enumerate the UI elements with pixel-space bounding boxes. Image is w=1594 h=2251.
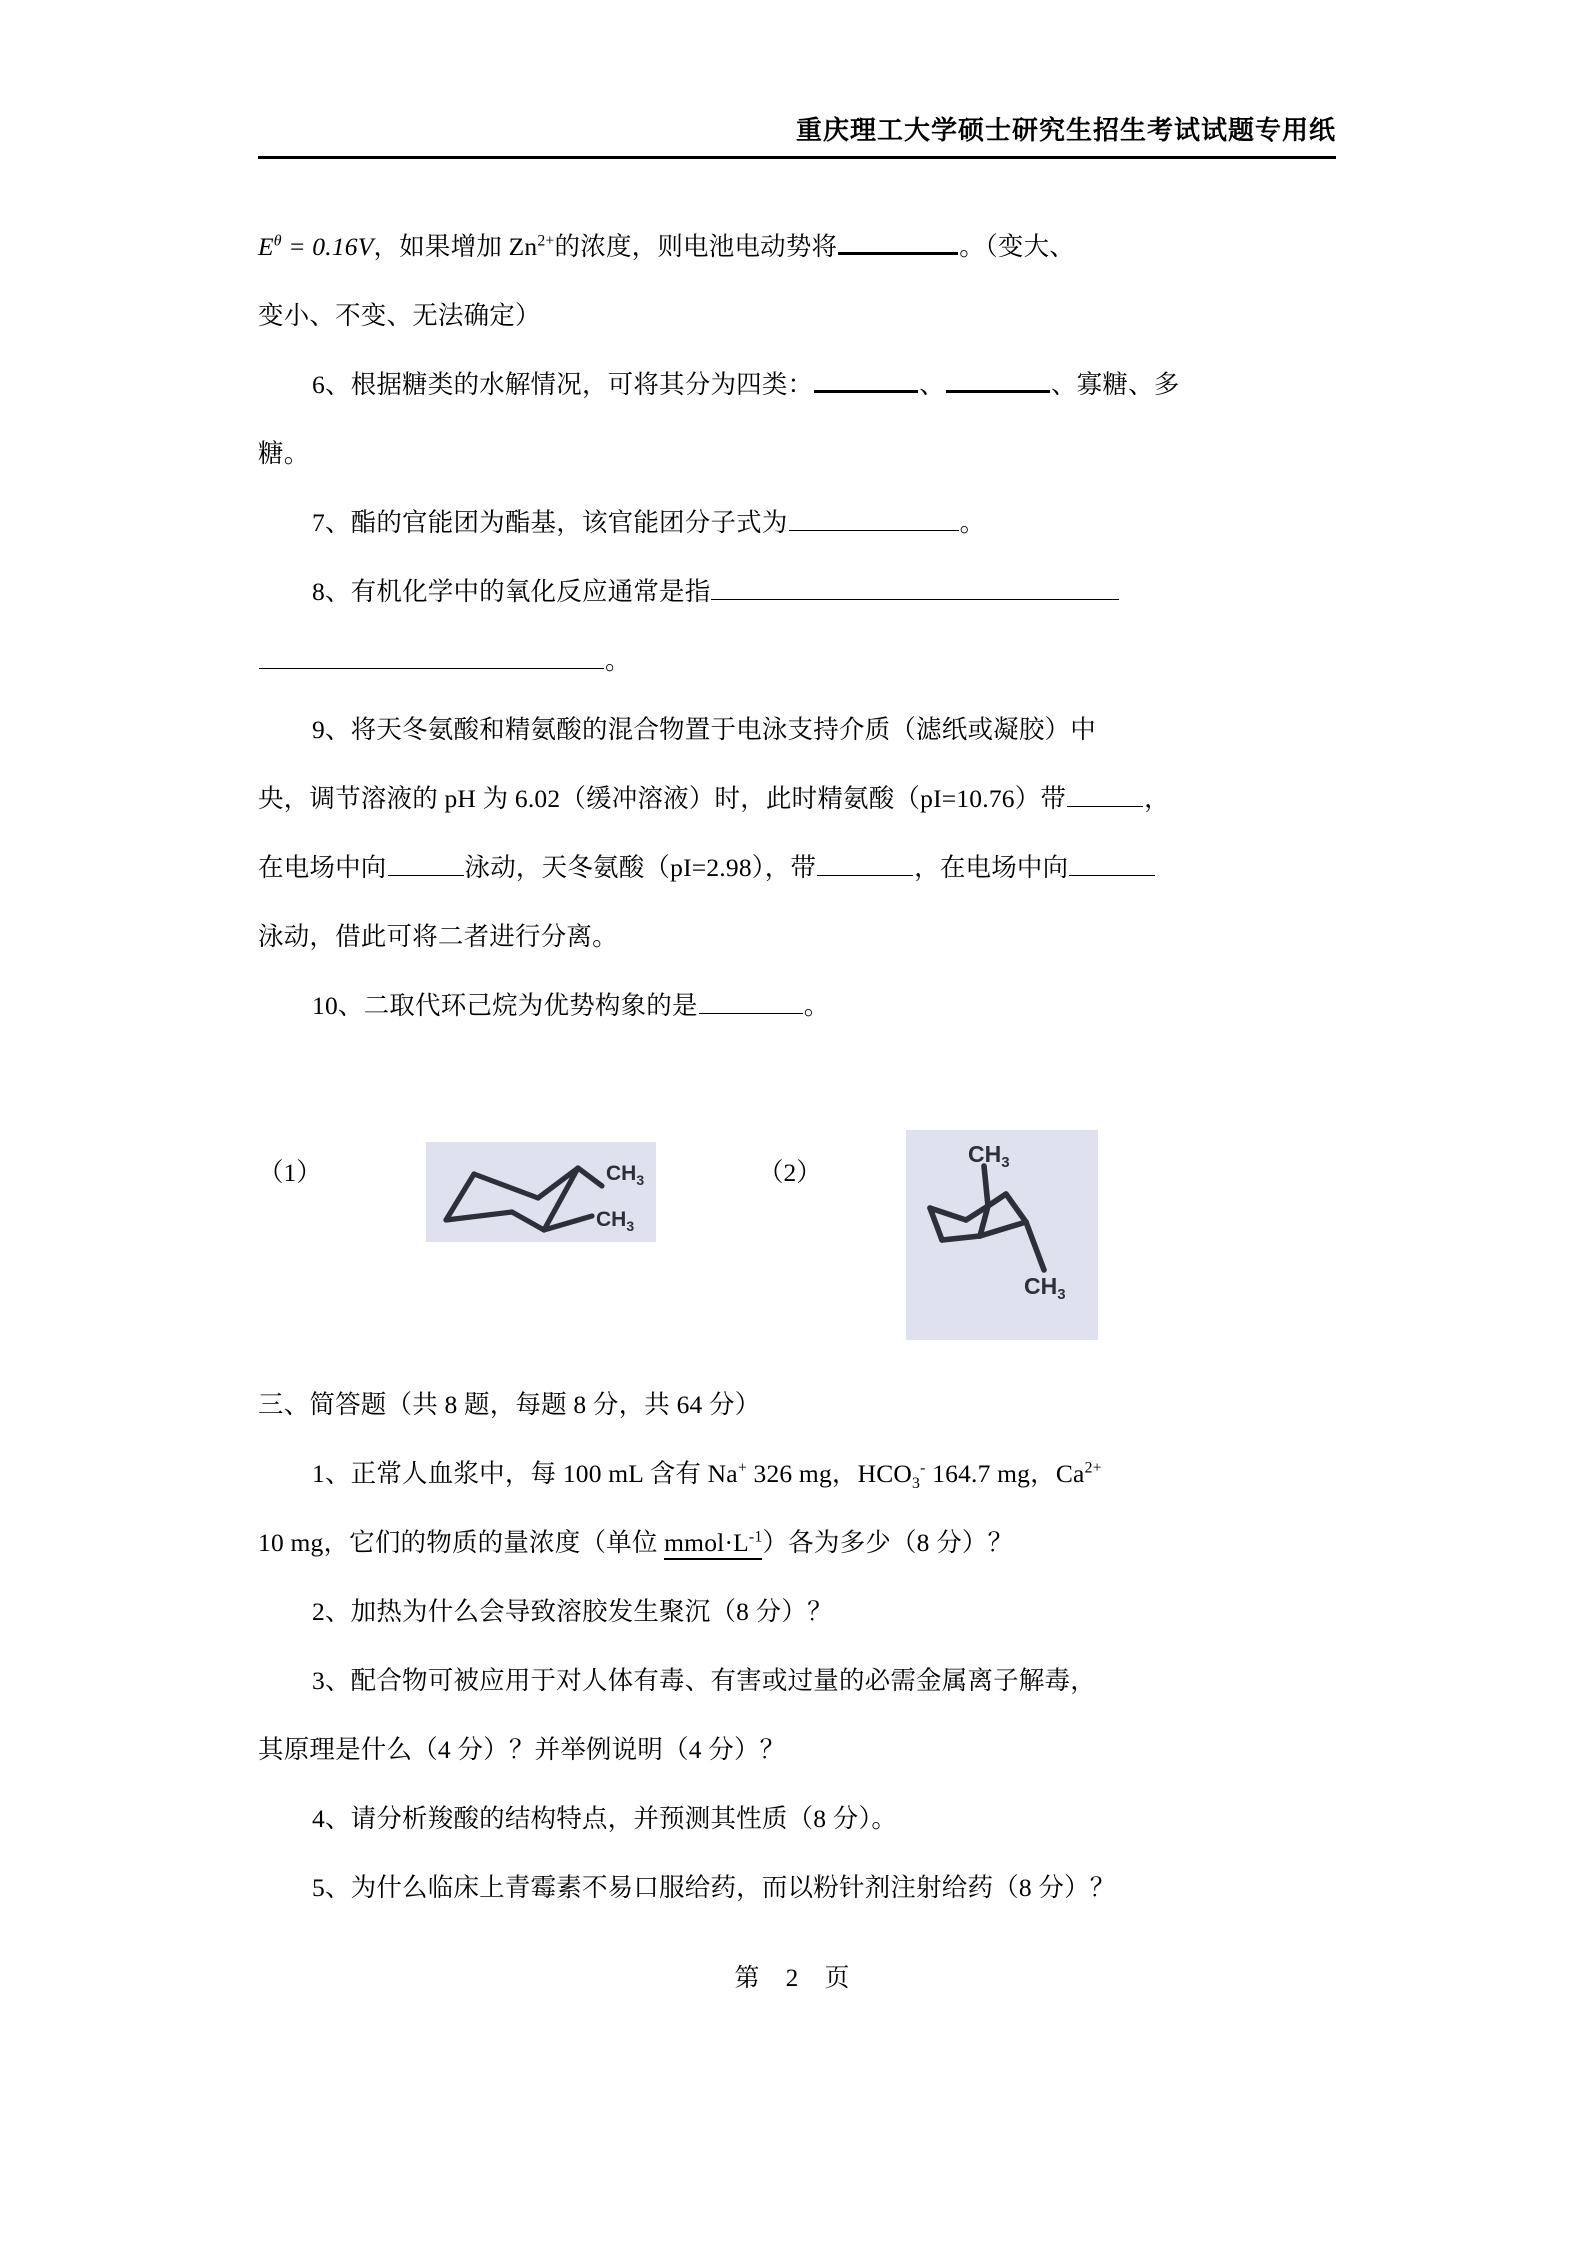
sa-q1-text-c: 164.7 mg，Ca (925, 1459, 1085, 1488)
question-10-text-b: 。 (803, 991, 830, 1020)
question-7-text-a: 酯的官能团为酯基，该官能团分子式为 (350, 508, 788, 537)
sa-question-5-number: 5、 (312, 1873, 351, 1902)
answer-blank-q9-1[interactable] (1067, 779, 1143, 807)
q5-text-c: 。（变大、 (959, 232, 1076, 261)
exam-content (258, 212, 1340, 1040)
answer-blank-q9-4[interactable] (1069, 848, 1155, 876)
figure-2-bottom-methyl-label: $CH_3$ (1024, 1273, 1066, 1303)
sa-question-1-number: 1、 (312, 1459, 351, 1488)
sa-question-3-line-1 (258, 1646, 1340, 1715)
question-6-line-2: 糖。 (258, 439, 310, 468)
cyclohexane-chair-axial-dimethyl-svg (906, 1130, 1098, 1340)
sa-question-2-line-1 (258, 1577, 1340, 1646)
question-6-line-1 (258, 350, 1340, 419)
figure-1-bottom-methyl-label: $CH_3$ (596, 1208, 635, 1234)
question-8-text-b: 。 (605, 646, 631, 675)
short-answer-section (258, 1370, 1340, 1922)
question-8-number: 8、 (312, 577, 351, 606)
header-divider-rule (258, 156, 1336, 159)
sa-q3-text-line1: 配合物可被应用于对人体有毒、有害或过量的必需金属离子解毒， (350, 1666, 1096, 1695)
structure-figures (258, 1130, 1340, 1355)
answer-blank-q8-1[interactable] (711, 572, 1119, 600)
question-9-text-line3-c: ，在电场中向 (914, 853, 1069, 882)
question-6-text-b: 、 (919, 370, 945, 399)
concentration-unit-text: mmol·L (664, 1528, 749, 1557)
question-10-line-1 (258, 971, 1340, 1040)
page-header (258, 118, 1336, 144)
sa-question-4-line-1 (258, 1784, 1340, 1853)
sa-q1-text-b: 326 mg，HCO (746, 1459, 913, 1488)
sa-question-4-number: 4、 (312, 1804, 351, 1833)
emf-symbol: E (258, 232, 274, 261)
figure-1-structure-image (426, 1142, 656, 1242)
question-9-line-4: 泳动，借此可将二者进行分离。 (258, 922, 618, 951)
page-footer: 第 2 页 (734, 1965, 860, 1992)
answer-blank-q7[interactable] (789, 503, 959, 531)
answer-blank-q10[interactable] (699, 986, 803, 1014)
answer-blank-q5[interactable] (838, 225, 958, 255)
continued-question-5-line-1 (258, 212, 1340, 281)
sa-question-2-number: 2、 (312, 1597, 351, 1626)
answer-blank-q8-2[interactable] (259, 641, 604, 669)
figure-2-top-methyl-label: $CH_3$ (968, 1141, 1010, 1171)
question-9-line-3 (258, 833, 1340, 902)
answer-blank-q6-2[interactable] (946, 363, 1050, 393)
bicarbonate-charge: - (920, 1459, 926, 1477)
question-6-number: 6、 (312, 370, 351, 399)
sa-q5-text: 为什么临床上青霉素不易口服给药，而以粉针剂注射给药（8 分）？ (350, 1873, 1116, 1902)
q5-text-b: 的浓度，则电池电动势将 (554, 232, 838, 261)
sa-q4-text: 请分析羧酸的结构特点，并预测其性质（8 分）。 (350, 1804, 898, 1833)
concentration-unit-exponent: -1 (748, 1528, 763, 1546)
question-6-text-c: 、寡糖、多 (1050, 370, 1180, 399)
figure-2-structure-image (906, 1130, 1098, 1340)
question-9-text-line3-b: 泳动，天冬氨酸（pI=2.98），带 (464, 853, 817, 882)
sa-question-1-line-1 (258, 1439, 1340, 1508)
cyclohexane-chair-equatorial-dimethyl-svg (426, 1142, 656, 1242)
answer-blank-q6-1[interactable] (814, 363, 918, 393)
bicarbonate-subscript: 3 (912, 1475, 921, 1493)
short-answer-heading: 三、简答题（共 8 题，每题 8 分，共 64 分） (258, 1390, 761, 1419)
sa-question-3-line-2: 其原理是什么（4 分）？并举例说明（4 分）？ (258, 1735, 786, 1764)
sa-q1-line2-b: ）各为多少（8 分）？ (762, 1528, 1014, 1557)
question-9-line-2 (258, 764, 1340, 833)
question-10-number: 10、 (312, 991, 364, 1020)
question-7-number: 7、 (312, 508, 351, 537)
sa-q2-text: 加热为什么会导致溶胶发生聚沉（8 分）？ (350, 1597, 833, 1626)
question-9-line-1 (258, 695, 1340, 764)
page-header-title: 重庆理工大学硕士研究生招生考试试题专用纸 (795, 116, 1336, 145)
question-9-text-line1: 将天冬氨酸和精氨酸的混合物置于电泳支持介质（滤纸或凝胶）中 (350, 715, 1096, 744)
sodium-ion-charge: + (737, 1459, 747, 1477)
question-6-text-a: 根据糖类的水解情况，可将其分为四类： (350, 370, 814, 399)
figure-1-label: （1） (258, 1158, 322, 1187)
question-9-text-line2-a: 央，调节溶液的 pH 为 6.02（缓冲溶液）时，此时精氨酸（pI=10.76）带 (258, 784, 1067, 813)
question-8-text-a: 有机化学中的氧化反应通常是指 (350, 577, 711, 606)
answer-blank-q9-2[interactable] (388, 848, 464, 876)
emf-value: = 0.16V (281, 232, 374, 261)
sa-question-1-line-2 (258, 1508, 1340, 1577)
figure-2-label: （2） (758, 1158, 822, 1187)
zinc-ion-charge: 2+ (537, 232, 555, 250)
question-7-line-1 (258, 488, 1340, 557)
question-9-text-line3-a: 在电场中向 (258, 853, 387, 882)
figure-1-top-methyl-label: $CH_3$ (606, 1162, 645, 1188)
concentration-unit (664, 1528, 762, 1560)
question-10-text-a: 二取代环己烷为优势构象的是 (363, 991, 698, 1020)
continued-question-5-line-2: 变小、不变、无法确定） (258, 301, 541, 330)
question-9-text-line2-b: ， (1144, 784, 1170, 813)
question-9-number: 9、 (312, 715, 351, 744)
sa-question-3-number: 3、 (312, 1666, 351, 1695)
question-8-line-1 (258, 557, 1340, 626)
emf-superscript: θ (273, 232, 282, 250)
q5-text-a: ，如果增加 Zn (373, 232, 538, 261)
sa-q1-line2-a: 10 mg，它们的物质的量浓度（单位 (258, 1528, 665, 1557)
sa-question-5-line-1 (258, 1853, 1340, 1922)
sa-q1-text-a: 正常人血浆中，每 100 mL 含有 Na (350, 1459, 738, 1488)
calcium-ion-charge: 2+ (1084, 1459, 1102, 1477)
question-7-text-b: 。 (959, 508, 986, 537)
answer-blank-q9-3[interactable] (817, 848, 913, 876)
question-8-line-2 (258, 626, 1340, 695)
